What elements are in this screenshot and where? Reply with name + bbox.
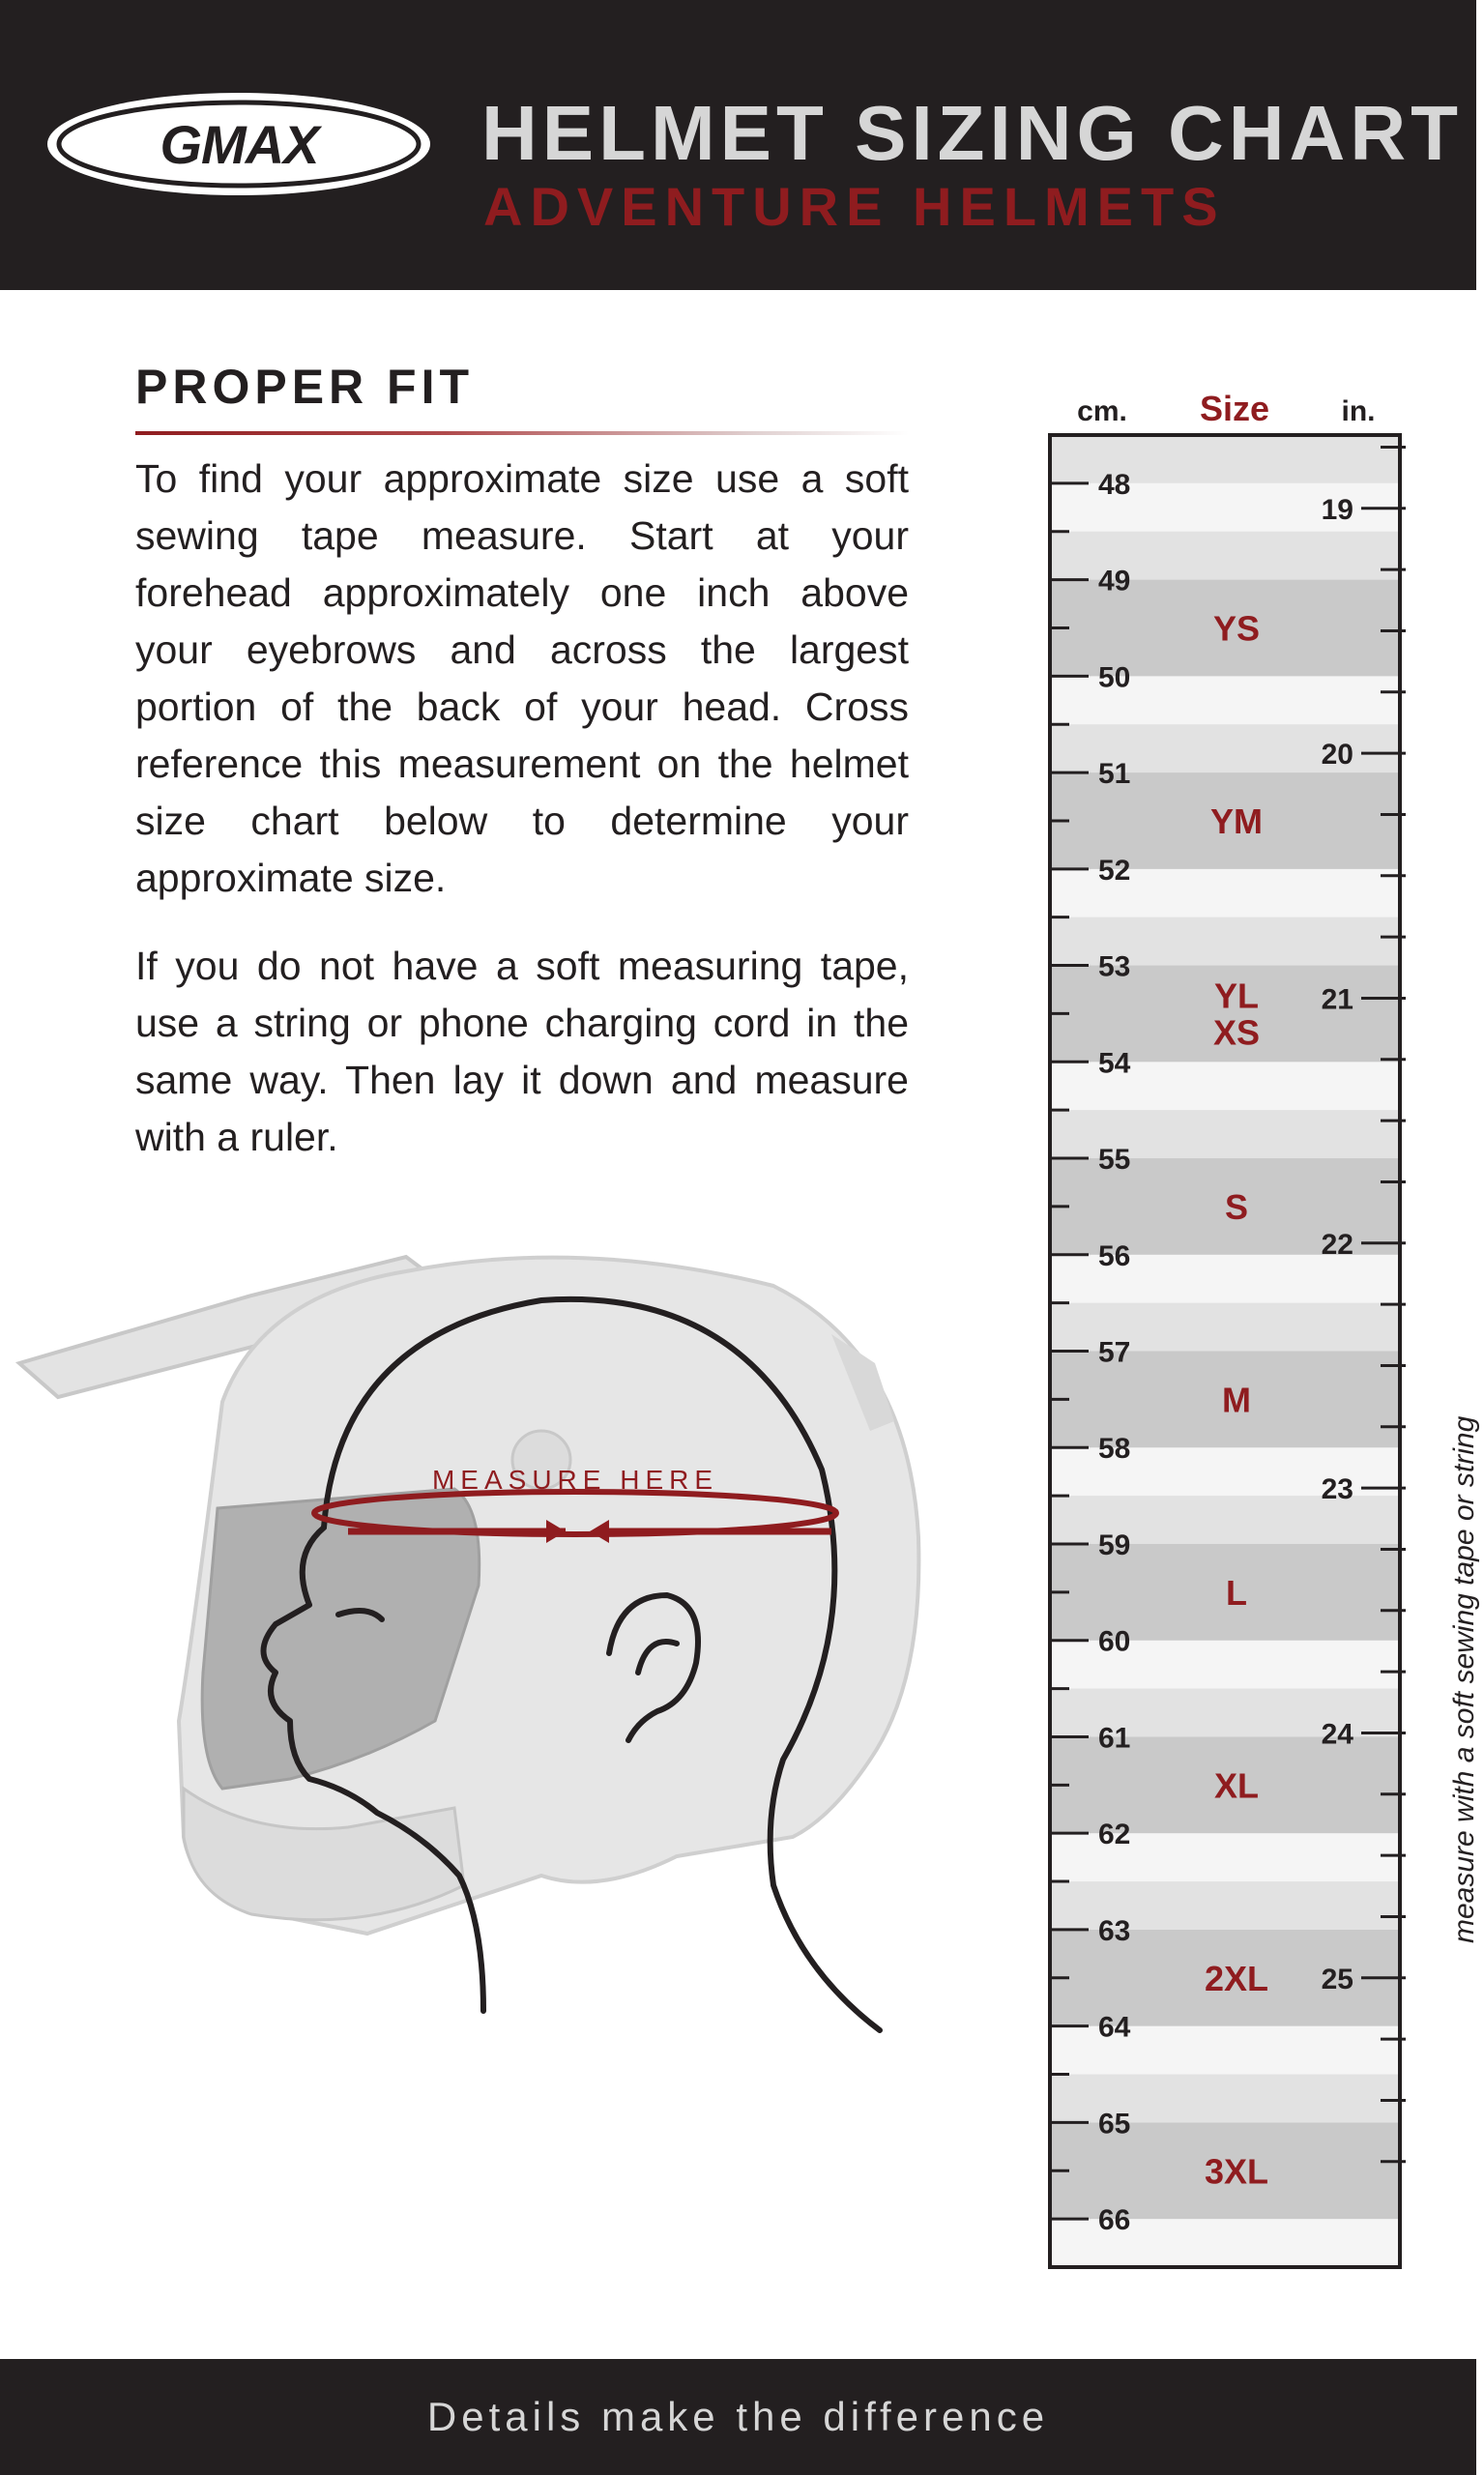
cm-tick-label: 64 xyxy=(1098,2011,1131,2044)
cm-tick-label: 52 xyxy=(1098,854,1131,887)
cm-tick-label: 55 xyxy=(1098,1144,1131,1177)
cm-tick-label: 61 xyxy=(1098,1722,1131,1755)
cm-axis-label: cm. xyxy=(1077,395,1127,427)
instructions-paragraph-1: To find your approximate size use a soft sewing tape measure. Start at your forehead approximately one inch above your eyebrows and across the largest portion of the back of your head. Cross reference this measurement on the helmet size chart below to determine your approximate size. xyxy=(135,456,909,900)
cm-tick-label: 51 xyxy=(1098,758,1131,791)
size-label: 2XL xyxy=(1204,1958,1269,1998)
gmax-logo xyxy=(44,89,435,200)
cm-tick-label: 59 xyxy=(1098,1529,1131,1561)
cm-tick-label: 65 xyxy=(1098,2108,1131,2140)
size-label: L xyxy=(1226,1572,1247,1613)
in-axis-label: in. xyxy=(1341,395,1376,427)
cm-tick-label: 49 xyxy=(1098,565,1131,597)
in-tick-label: 24 xyxy=(1321,1718,1353,1751)
size-chart xyxy=(1025,367,1476,2282)
in-tick-label: 19 xyxy=(1321,493,1353,526)
size-axis-label: Size xyxy=(1199,389,1270,428)
helmet-icon xyxy=(19,1257,918,1934)
in-tick-label: 23 xyxy=(1321,1473,1353,1506)
instructions-paragraph-2: If you do not have a soft measuring tape, use a string or phone charging cord in the same way. Then lay it down and measure with a ruler. xyxy=(135,944,909,1159)
size-label: M xyxy=(1222,1380,1251,1420)
footer-tagline: Details make the difference xyxy=(426,2394,1050,2439)
cm-tick-label: 57 xyxy=(1098,1336,1131,1369)
cm-tick-label: 66 xyxy=(1098,2204,1131,2237)
size-label: S xyxy=(1224,1186,1249,1227)
cm-tick-label: 60 xyxy=(1098,1625,1131,1658)
in-tick-label: 25 xyxy=(1321,1963,1353,1995)
cm-tick-label: 58 xyxy=(1098,1433,1131,1466)
size-label: 3XL xyxy=(1204,2151,1269,2192)
size-label: YL XS xyxy=(1212,975,1261,1053)
helmet-head-illustration xyxy=(0,1218,967,2088)
section-heading: PROPER FIT xyxy=(135,360,475,414)
cm-tick-label: 56 xyxy=(1098,1239,1131,1272)
cm-tick-label: 50 xyxy=(1098,661,1131,694)
cm-tick-label: 62 xyxy=(1098,1819,1131,1851)
in-tick-label: 22 xyxy=(1321,1228,1353,1261)
side-note: measure with a soft sewing tape or string xyxy=(1448,1415,1480,1943)
size-label: YS xyxy=(1212,608,1261,649)
cm-tick-label: 63 xyxy=(1098,1914,1131,1947)
page-title: HELMET SIZING CHART xyxy=(481,90,1463,176)
footer-bar xyxy=(0,2359,1476,2475)
brand-name: GMAX xyxy=(160,114,319,175)
cm-tick-label: 53 xyxy=(1098,950,1131,983)
size-label: YM xyxy=(1210,801,1263,841)
measure-here-label: MEASURE HERE xyxy=(431,1465,719,1495)
cm-tick-label: 48 xyxy=(1098,468,1131,501)
heading-divider xyxy=(135,431,909,435)
in-tick-label: 20 xyxy=(1321,739,1353,772)
cm-tick-label: 54 xyxy=(1098,1047,1131,1080)
in-tick-label: 21 xyxy=(1321,983,1353,1016)
size-label: XL xyxy=(1213,1765,1260,1806)
header-bar xyxy=(0,0,1476,290)
page-subtitle: ADVENTURE HELMETS xyxy=(483,176,1226,237)
